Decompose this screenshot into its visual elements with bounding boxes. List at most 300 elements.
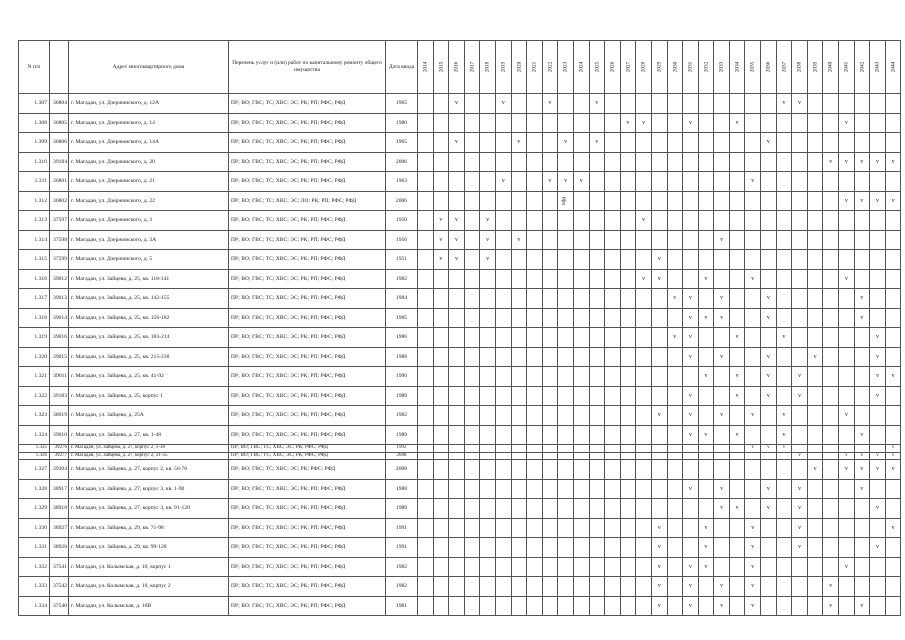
schedule-cell [714,113,730,133]
schedule-cell [839,425,855,445]
schedule-cell [761,460,777,480]
house-code: 39011 [50,367,69,387]
header-year [620,41,636,94]
schedule-cell [418,596,434,616]
house-code: 39012 [50,269,69,289]
row-number: 1.307 [19,94,50,114]
house-code: 39277 [50,452,69,460]
year-built: 2008 [386,452,418,460]
header-year-label: 2016 [453,61,460,73]
schedule-cell [885,211,901,231]
house-address: г. Магадан, ул. Зайцева, д. 27, корпус 3, кв. 91-120 [69,499,229,519]
schedule-cell [792,308,808,328]
year-built: 1981 [386,596,418,616]
schedule-mark: v [714,406,730,426]
schedule-cell [870,596,886,616]
service-list: ПР; ВО; ГВС; ТС; ХВС; ЭС; РК; РП; РФС; РФД [229,367,386,387]
schedule-cell [620,577,636,597]
header-year-label: 2023 [562,61,569,73]
schedule-cell [511,499,527,519]
schedule-mark: v [823,577,839,597]
schedule-cell [854,328,870,348]
service-list: ПР; ВО; ГВС; ТС; ХВС; ЭС; РК; РП; РФС; РФД [229,172,386,192]
schedule-cell [558,479,574,499]
schedule-cell [433,152,449,172]
schedule-cell [542,308,558,328]
schedule-cell [589,191,605,211]
schedule-cell [870,133,886,153]
row-number: 1.315 [19,250,50,270]
schedule-cell [854,133,870,153]
schedule-cell [605,386,621,406]
schedule-cell [480,518,496,538]
schedule-cell [885,94,901,114]
schedule-cell [823,538,839,558]
schedule-cell [589,269,605,289]
schedule-mark: v [745,577,761,597]
schedule-cell [839,596,855,616]
schedule-cell [542,518,558,538]
schedule-cell [761,94,777,114]
schedule-cell [636,133,652,153]
table-row [19,386,901,406]
schedule-cell [433,445,449,453]
schedule-cell [714,152,730,172]
schedule-cell [854,518,870,538]
schedule-cell [870,211,886,231]
schedule-mark: v [449,133,465,153]
schedule-mark: v [433,230,449,250]
schedule-cell [714,445,730,453]
house-code: 36805 [50,113,69,133]
service-list: ПР; ВО; ГВС; ТС; ХВС; ЭС; РК; РП; РФС; РФД [229,577,386,597]
service-list: ПР; ВО; ГВС; ТС; ХВС; ЭС; ЛО; РК; РП; РФС; РФД [229,191,386,211]
schedule-mark: v [823,596,839,616]
service-list: ПР; ВО; ГВС; ТС; ХВС; ЭС; РК; РП; РФС; РФД [229,289,386,309]
schedule-cell [683,172,699,192]
schedule-cell [729,211,745,231]
schedule-cell [527,538,543,558]
schedule-cell [464,230,480,250]
schedule-cell [823,308,839,328]
schedule-cell [761,452,777,460]
schedule-cell [542,479,558,499]
schedule-cell [558,347,574,367]
header-year [558,41,574,94]
schedule-cell [418,230,434,250]
schedule-cell [745,460,761,480]
header-year [495,41,511,94]
schedule-cell [854,230,870,250]
schedule-cell [449,386,465,406]
schedule-cell [651,172,667,192]
schedule-cell [823,406,839,426]
schedule-cell [433,367,449,387]
schedule-cell [620,499,636,519]
schedule-cell [573,452,589,460]
year-built: 1989 [386,425,418,445]
schedule-cell [620,172,636,192]
schedule-mark: v [449,94,465,114]
schedule-cell [620,211,636,231]
schedule-cell [885,479,901,499]
schedule-cell [605,347,621,367]
service-list: ПР; ВО; ГВС; ТС; ХВС; ЭС; РК; РП; РФС; РФД [229,230,386,250]
schedule-mark: v [807,347,823,367]
schedule-cell [589,425,605,445]
schedule-cell [464,113,480,133]
schedule-cell [605,445,621,453]
schedule-cell [464,538,480,558]
schedule-cell [667,211,683,231]
table-row [19,328,901,348]
schedule-cell [418,172,434,192]
schedule-cell [807,386,823,406]
schedule-cell [449,425,465,445]
schedule-cell [729,269,745,289]
schedule-cell [885,250,901,270]
house-code: 39184 [50,152,69,172]
schedule-cell [745,191,761,211]
schedule-cell [573,133,589,153]
service-list: ПР; ВО; ГВС; ТС; ХВС; ЭС; РК; РФС; РФД [229,445,386,453]
schedule-cell [651,94,667,114]
header-num: N п/п [19,41,50,94]
schedule-cell [605,452,621,460]
schedule-mark: v [449,250,465,270]
schedule-cell [761,406,777,426]
schedule-cell [558,577,574,597]
schedule-cell [807,289,823,309]
schedule-cell [839,230,855,250]
schedule-cell [620,347,636,367]
schedule-cell [698,113,714,133]
table-row [19,172,901,192]
schedule-cell [745,289,761,309]
schedule-cell [839,133,855,153]
schedule-cell [480,308,496,328]
schedule-cell [776,518,792,538]
schedule-cell [558,152,574,172]
schedule-cell [495,557,511,577]
schedule-cell [511,250,527,270]
schedule-note-cell [558,191,574,211]
schedule-cell [527,425,543,445]
schedule-cell [667,577,683,597]
schedule-cell [558,269,574,289]
schedule-cell [698,479,714,499]
schedule-mark: v [792,94,808,114]
house-address: г. Магадан, ул. Зайцева, д. 25А [69,406,229,426]
schedule-cell [418,94,434,114]
year-built: 1950 [386,211,418,231]
schedule-cell [729,230,745,250]
schedule-cell [558,445,574,453]
schedule-cell [542,211,558,231]
schedule-mark: v [714,230,730,250]
schedule-cell [761,577,777,597]
house-code: 37598 [50,230,69,250]
schedule-cell [573,250,589,270]
schedule-cell [589,328,605,348]
house-code: 36806 [50,133,69,153]
schedule-cell [573,499,589,519]
schedule-cell [870,250,886,270]
schedule-cell [745,479,761,499]
schedule-cell [589,499,605,519]
header-year-built: Дата ввода [386,41,418,94]
table-row [19,133,901,153]
header-year-label: 2032 [702,61,709,73]
schedule-mark: v [885,367,901,387]
schedule-cell [433,289,449,309]
schedule-mark: v [683,406,699,426]
schedule-mark: v [792,452,808,460]
service-list: ПР; ВО; ГВС; ТС; ХВС; ЭС; РК; РП; РФС; РФД [229,269,386,289]
schedule-cell [542,460,558,480]
schedule-cell [698,460,714,480]
schedule-cell [807,94,823,114]
schedule-cell [683,133,699,153]
schedule-cell [527,406,543,426]
service-list: ПР; ВО; ГВС; ТС; ХВС; ЭС; РК; РП; РФС; РФД [229,386,386,406]
schedule-cell [636,308,652,328]
schedule-cell [527,113,543,133]
schedule-mark: v [683,328,699,348]
table-row [19,211,901,231]
schedule-mark: v [480,250,496,270]
schedule-cell [495,230,511,250]
schedule-cell [776,250,792,270]
schedule-cell [667,479,683,499]
schedule-cell [792,211,808,231]
table-row [19,230,901,250]
schedule-cell [683,152,699,172]
row-number: 1.333 [19,577,50,597]
schedule-cell [558,406,574,426]
schedule-cell [558,452,574,460]
schedule-cell [885,269,901,289]
schedule-cell [667,308,683,328]
schedule-mark: v [651,596,667,616]
schedule-cell [605,250,621,270]
schedule-cell [605,133,621,153]
schedule-cell [449,269,465,289]
schedule-cell [527,577,543,597]
schedule-cell [589,289,605,309]
schedule-cell [480,328,496,348]
schedule-cell [527,172,543,192]
schedule-cell [495,367,511,387]
service-list: ПР; ВО; ГВС; ТС; ХВС; ЭС; РК; РП; РФС; РФД [229,211,386,231]
schedule-cell [792,172,808,192]
row-number: 1.314 [19,230,50,250]
table-header-row [19,41,901,94]
schedule-cell [761,557,777,577]
schedule-cell [776,452,792,460]
schedule-cell [636,499,652,519]
schedule-cell [885,230,901,250]
schedule-cell [636,425,652,445]
schedule-mark: v [870,499,886,519]
schedule-cell [885,289,901,309]
schedule-cell [495,328,511,348]
schedule-cell [464,133,480,153]
house-address: г. Магадан, ул. Колымская, д. 10, корпус 1 [69,557,229,577]
house-address: г. Магадан, ул. Дзержинского, д. 14 [69,113,229,133]
schedule-cell [418,386,434,406]
schedule-mark: v [761,499,777,519]
schedule-cell [433,596,449,616]
header-year [792,41,808,94]
schedule-cell [464,499,480,519]
year-built: 1980 [386,113,418,133]
header-year [885,41,901,94]
schedule-cell [480,172,496,192]
schedule-cell [870,406,886,426]
house-code: 39015 [50,347,69,367]
schedule-cell [807,452,823,460]
schedule-cell [480,94,496,114]
schedule-cell [745,347,761,367]
service-list: ПР; ВО; ГВС; ТС; ХВС; ЭС; РК; РП; РФС; РФД [229,499,386,519]
schedule-cell [464,250,480,270]
row-number: 1.316 [19,269,50,289]
schedule-mark: v [839,460,855,480]
house-code: 38917 [50,479,69,499]
schedule-cell [667,133,683,153]
schedule-mark: v [698,518,714,538]
year-built: 1982 [386,557,418,577]
schedule-mark: v [651,538,667,558]
schedule-cell [745,499,761,519]
schedule-cell [464,557,480,577]
schedule-cell [573,347,589,367]
schedule-cell [823,347,839,367]
schedule-cell [433,328,449,348]
schedule-mark: v [854,460,870,480]
schedule-cell [792,460,808,480]
schedule-mark: v [433,211,449,231]
schedule-mark: v [683,557,699,577]
schedule-cell [729,577,745,597]
header-year [636,41,652,94]
schedule-cell [433,406,449,426]
schedule-cell [605,406,621,426]
schedule-cell [792,269,808,289]
year-built: 1985 [386,308,418,328]
schedule-cell [651,460,667,480]
house-code: 36801 [50,172,69,192]
schedule-cell [698,172,714,192]
row-number: 1.308 [19,113,50,133]
schedule-cell [418,269,434,289]
schedule-cell [792,133,808,153]
schedule-cell [418,406,434,426]
schedule-cell [558,289,574,309]
table-row [19,445,901,453]
schedule-cell [573,211,589,231]
schedule-cell [542,577,558,597]
schedule-cell [542,230,558,250]
schedule-cell [511,460,527,480]
schedule-cell [714,211,730,231]
year-built: 1989 [386,499,418,519]
schedule-mark: v [854,152,870,172]
schedule-cell [449,289,465,309]
schedule-mark: v [714,289,730,309]
schedule-cell [807,250,823,270]
header-year-label: 2017 [469,61,476,73]
schedule-cell [792,289,808,309]
table-row [19,499,901,519]
schedule-cell [480,499,496,519]
schedule-cell [698,191,714,211]
schedule-cell [573,328,589,348]
year-built: 1965 [386,94,418,114]
schedule-mark: v [683,308,699,328]
schedule-cell [870,557,886,577]
schedule-mark: v [870,347,886,367]
schedule-cell [620,518,636,538]
schedule-cell [480,191,496,211]
schedule-cell [620,538,636,558]
schedule-mark: v [495,94,511,114]
schedule-cell [480,577,496,597]
schedule-cell [558,94,574,114]
schedule-mark: v [651,250,667,270]
schedule-cell [573,596,589,616]
row-number: 1.331 [19,538,50,558]
schedule-cell [745,133,761,153]
house-code: 37597 [50,211,69,231]
schedule-mark: v [698,425,714,445]
schedule-cell [418,133,434,153]
schedule-mark: v [854,191,870,211]
row-number: 1.328 [19,479,50,499]
house-code: 37540 [50,596,69,616]
schedule-cell [792,191,808,211]
service-list: ПР; ВО; ГВС; ТС; ХВС; ЭС; РК; РП; РФС; РФД [229,94,386,114]
schedule-cell [449,406,465,426]
schedule-cell [542,499,558,519]
schedule-cell [807,499,823,519]
schedule-cell [573,425,589,445]
schedule-cell [542,557,558,577]
schedule-cell [433,94,449,114]
schedule-cell [464,308,480,328]
row-number: 1.313 [19,211,50,231]
schedule-cell [714,518,730,538]
schedule-cell [620,94,636,114]
schedule-cell [745,250,761,270]
schedule-mark: v [698,538,714,558]
year-built: 1990 [386,367,418,387]
header-year-label: 2040 [827,61,834,73]
schedule-cell [433,452,449,460]
schedule-cell [558,557,574,577]
schedule-mark: v [776,94,792,114]
header-year-label: 2031 [687,61,694,73]
schedule-cell [605,191,621,211]
schedule-cell [418,308,434,328]
schedule-cell [433,499,449,519]
row-number: 1.324 [19,425,50,445]
schedule-cell [542,425,558,445]
schedule-cell [558,499,574,519]
schedule-cell [839,386,855,406]
schedule-mark: v [729,499,745,519]
